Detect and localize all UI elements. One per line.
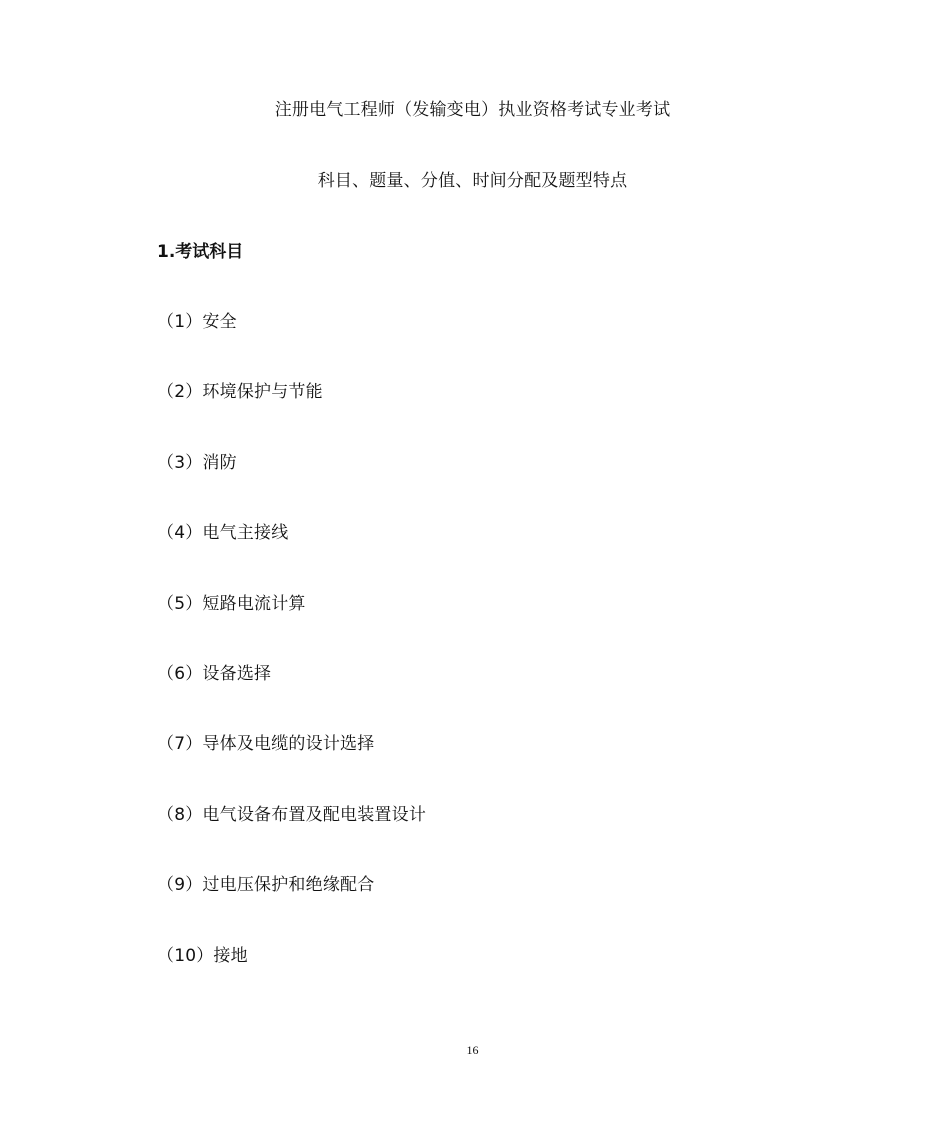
document-subtitle: 科目、题量、分值、时间分配及题型特点 [317,171,628,191]
list-item: （1）安全 [157,312,237,332]
document-title: 注册电气工程师（发输变电）执业资格考试专业考试 [274,100,671,120]
section-heading: 1.考试科目 [157,242,244,262]
list-item: （9）过电压保护和绝缘配合 [157,875,375,895]
list-item: （7）导体及电缆的设计选择 [157,734,375,754]
list-item: （2）环境保护与节能 [157,382,323,402]
list-item: （5）短路电流计算 [157,594,306,614]
list-item: （4）电气主接线 [157,523,289,543]
page-number: 16 [466,1043,479,1057]
list-item: （8）电气设备布置及配电装置设计 [157,805,427,825]
list-item: （6）设备选择 [157,664,272,684]
list-item: （10）接地 [157,946,248,966]
list-item: （3）消防 [157,453,237,473]
